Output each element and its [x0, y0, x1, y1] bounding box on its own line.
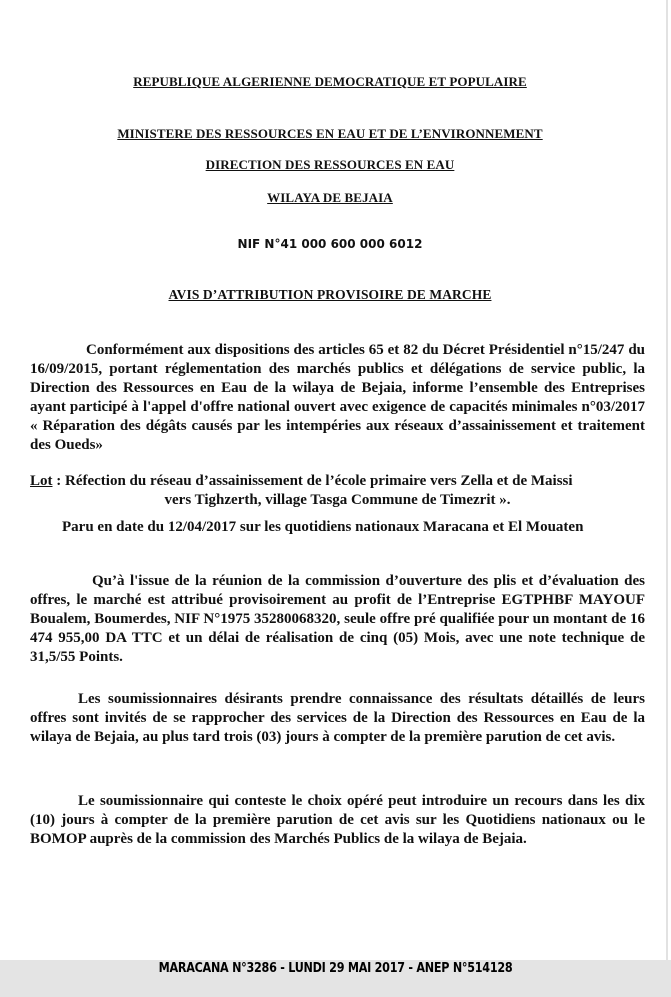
lot-text: : Réfection du réseau d’assainissement de l’école primaire vers Zella et de Maissi: [52, 473, 573, 489]
paragraph-recourse: Le soumissionnaire qui conteste le choix opéré peut introduire un recours dans les dix (10) jours à compter de la première parution de cet avis sur les Quotidiens nationaux ou le BOMOP auprès de la commission des Marchés Publics de la wilaya de Bejaia.: [30, 793, 645, 847]
paragraph-attribution: Qu’à l'issue de la réunion de la commission d’ouverture des plis et d’évaluation des offres, le marché est attribué provisoirement au profit de l’Entreprise EGTPHBF MAYOUF Boualem, Boumerdes, NIF N°1975 35280068320, seule offre pré qualifiée pour un montant de 16 474 955,00 DA TTC et un délai de réalisation de cinq (05) Mois, avec une note technique de 31,5/55 Points.: [30, 573, 645, 665]
lot-label: Lot: [30, 473, 53, 489]
paragraph-dispositions: Conformément aux dispositions des articles 65 et 82 du Décret Présidentiel n°15/247 du 16/09/2015, portant réglementation des marchés publics et délégations de service public, la Direction des Ressources en Eau de la wilaya de Bejaia, informe l’ensemble des Entreprises ayant participé à l'appel d'offre national ouvert avec exigence de capacités minimales n°03/2017 « Réparation des dégâts causés par les intempéries aux réseaux d’assainissement et traitement des Oueds»: [30, 342, 645, 453]
page-edge-rule: [666, 0, 668, 960]
footer-publication-info: MARACANA N°3286 - LUNDI 29 MAI 2017 - ANEP N°514128: [158, 961, 513, 976]
wilaya-heading: WILAYA DE BEJAIA: [267, 190, 393, 205]
ministry-heading: MINISTERE DES RESSOURCES EN EAU ET DE L’ENVIRONNEMENT: [117, 126, 543, 141]
paragraph-publication: Paru en date du 12/04/2017 sur les quotidiens nationaux Maracana et El Mouaten: [62, 519, 584, 535]
republic-heading: REPUBLIQUE ALGERIENNE DEMOCRATIQUE ET POPULAIRE: [133, 74, 527, 89]
notice-title: AVIS D’ATTRIBUTION PROVISOIRE DE MARCHE: [168, 287, 492, 302]
lot-text-continued: vers Tighzerth, village Tasga Commune de Timezrit ».: [164, 492, 511, 508]
nif-number: NIF N°41 000 600 000 6012: [237, 237, 423, 251]
lot-paragraph: [30, 472, 645, 510]
footer-bar: [0, 960, 671, 997]
paragraph-consultation: Les soumissionnaires désirants prendre connaissance des résultats détaillés de leurs offres sont invités de se rapprocher des services de la Direction des Ressources en Eau de la wilaya de Bejaia, au plus tard trois (03) jours à compter de la première parution de cet avis.: [30, 691, 645, 745]
direction-heading: DIRECTION DES RESSOURCES EN EAU: [205, 157, 455, 172]
